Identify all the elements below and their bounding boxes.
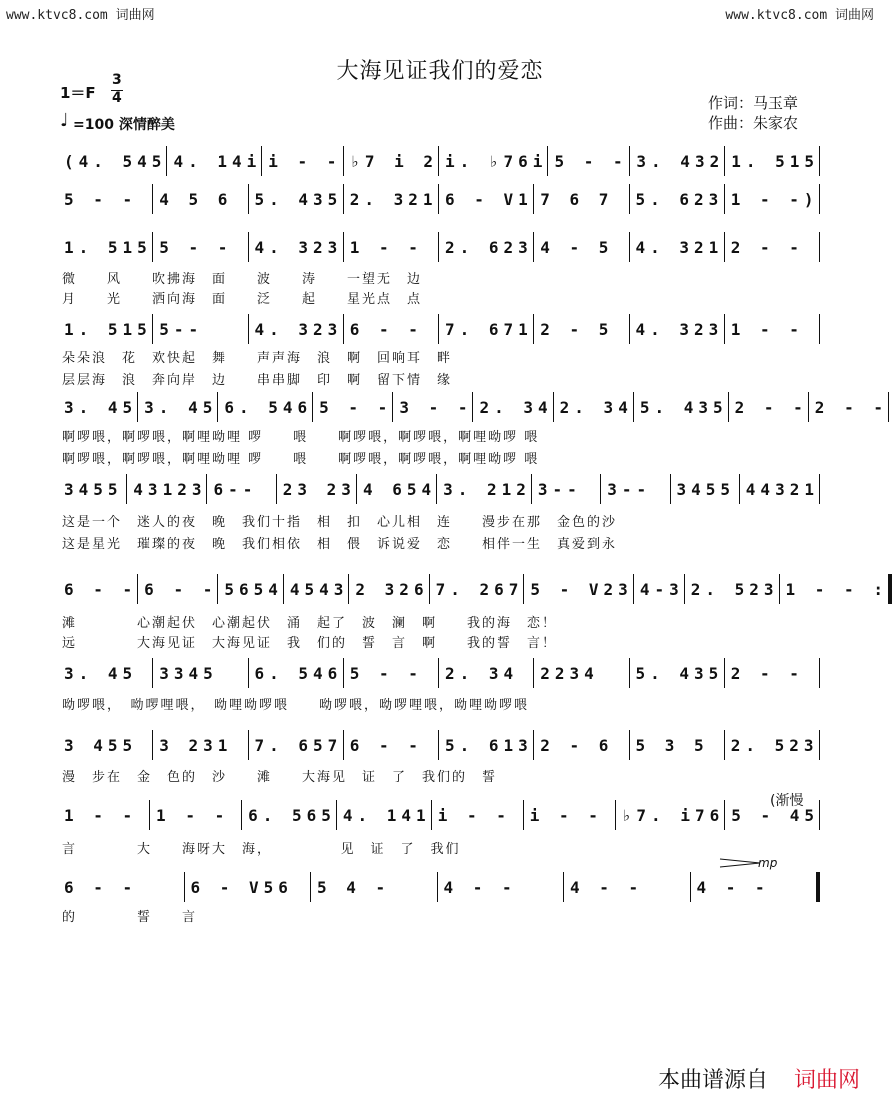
score-system [58, 184, 820, 214]
measure: 3. 45 [64, 663, 138, 683]
measure: 1 - - [730, 319, 804, 339]
measure: 5654 [224, 579, 283, 599]
measure: 1 - - : [785, 579, 888, 599]
lyric-line: 微 风 吹拂海 面 波 涛 一望无 边 [62, 272, 423, 287]
measure: 4 - 5 [540, 237, 614, 257]
lyric-line: 呦啰喂， 呦啰哩喂， 呦哩呦啰喂 呦啰喂，呦啰哩喂，呦哩呦啰喂 [62, 698, 530, 713]
measure: 2. 34 [479, 397, 553, 417]
measure: 4. 321 [635, 237, 724, 257]
measure: 43123 [133, 479, 207, 499]
measure: 3455 [64, 479, 123, 499]
bar-line [819, 146, 820, 176]
score-system [58, 474, 820, 504]
measure: 3. 45 [144, 397, 218, 417]
score-system [58, 800, 820, 830]
bar-line [816, 872, 820, 902]
lyric-line: 漫 步在 金 色的 沙 滩 大海见 证 了 我们的 誓 [62, 770, 498, 785]
score-system [58, 872, 820, 902]
decrescendo-hairpin [720, 858, 760, 868]
measure: 6. 546 [224, 397, 313, 417]
score-system [58, 314, 820, 344]
measure: 7. 657 [254, 735, 343, 755]
measure: 3 231 [159, 735, 233, 755]
bar-line [819, 184, 820, 214]
bar-line [819, 730, 820, 760]
measure: 6 - - [64, 579, 138, 599]
key-signature: 1＝F [60, 84, 96, 102]
lyric-line: 这是一个 迷人的夜 晚 我们十指 相 扣 心儿相 连 漫步在那 金色的沙 [62, 515, 618, 530]
measure: 4 - - [443, 877, 517, 897]
measure: 2. 523 [730, 735, 819, 755]
measure: 7. 671 [445, 319, 533, 339]
lyricist-credit: 作词：马玉章 [708, 94, 799, 112]
measure: 3-- [607, 479, 652, 499]
quarter-note-icon: ♩ [60, 110, 69, 131]
measure: 2 - - [730, 237, 804, 257]
measure: 6 - - [144, 579, 218, 599]
measure: 4 - - [696, 877, 770, 897]
watermark-right: www.ktvc8.com 词曲网 [725, 8, 874, 23]
bar-line [888, 392, 889, 422]
lyric-line: 啊啰喂，啊啰喂，啊哩呦哩 啰 喂 啊啰喂，啊啰喂，啊哩呦啰 喂 [62, 452, 540, 467]
measure: 4 - - [570, 877, 644, 897]
measure: 2 - - [730, 663, 804, 683]
measure: 5 4 - [317, 877, 391, 897]
measure: 2. 34 [559, 397, 633, 417]
song-title: 大海见证我们的爱恋 [336, 59, 544, 84]
time-signature-bottom: 4 [112, 90, 122, 106]
measure: i - - [437, 805, 511, 825]
measure: 3455 [676, 479, 736, 499]
measure: 3 - - [399, 397, 473, 417]
measure: 2 326 [355, 579, 429, 599]
measure: 5 - 45 [731, 805, 820, 825]
measure: 2 - - [814, 397, 888, 417]
lyric-line: 滩 心潮起伏 心潮起伏 涌 起了 波 澜 啊 我的海 恋！ [62, 616, 558, 631]
measure: 44321 [745, 479, 819, 499]
ritardando-mark: (渐慢 [770, 793, 804, 809]
measure: 5. 623 [635, 189, 724, 209]
measure: 6-- [213, 479, 258, 499]
bar-line [819, 232, 820, 262]
lyric-line: 远 大海见证 大海见证 我 们的 誓 言 啊 我的誓 言！ [62, 636, 558, 651]
measure: 2. 34 [445, 663, 519, 683]
measure: 3-- [537, 479, 582, 499]
score-system [58, 232, 820, 262]
measure: 2 - 6 [540, 735, 614, 755]
measure: 2 - 5 [540, 319, 614, 339]
measure: 5 - - [319, 397, 393, 417]
measure: 2 - - [734, 397, 808, 417]
measure: 5. 613 [445, 735, 533, 755]
time-signature-top: 3 [112, 72, 122, 88]
measure: 3. 212 [443, 479, 531, 499]
lyric-line: 言 大 海呀大 海， 见 证 了 我们 [62, 842, 461, 857]
measure: 5 - - [349, 663, 423, 683]
bar-line [819, 800, 820, 830]
measure: 1. 515 [64, 319, 152, 339]
measure: 4. 14i [173, 151, 262, 171]
bar-line [888, 574, 892, 604]
measure: 5 3 5 [635, 735, 709, 755]
measure: 4. 141 [342, 805, 431, 825]
measure: 6 - V1 [445, 189, 533, 209]
measure: i - - [529, 805, 603, 825]
score-system [58, 392, 888, 422]
measure: 4-3 [639, 579, 684, 599]
measure: 6 - - [349, 319, 423, 339]
score-system [58, 730, 820, 760]
measure: 6 - V56 [190, 877, 293, 897]
measure: 6 - - [349, 735, 423, 755]
measure: 5 - V23 [530, 579, 633, 599]
score-system [58, 146, 820, 176]
measure: 5 - - [64, 189, 138, 209]
lyric-line: 的 誓 言 [62, 910, 198, 925]
lyric-line: 月 光 洒向海 面 泛 起 星光点 点 [62, 292, 423, 307]
watermark-left: www.ktvc8.com 词曲网 [6, 8, 155, 23]
measure: 1. 515 [64, 237, 152, 257]
measure: 3345 [159, 663, 218, 683]
bar-line [819, 314, 820, 344]
lyric-line: 朵朵浪 花 欢快起 舞 声声海 浪 啊 回响耳 畔 [62, 351, 453, 366]
measure: (4. 545 [64, 151, 167, 171]
measure: 1 - -) [730, 189, 819, 209]
measure: 1 - - [349, 237, 423, 257]
lyric-line: 这是星光 璀璨的夜 晚 我们相依 相 偎 诉说爱 恋 相伴一生 真爱到永 [62, 537, 618, 552]
measure: 5. 435 [635, 663, 724, 683]
measure: i - - [268, 151, 342, 171]
measure: 3. 45 [64, 397, 138, 417]
lyric-line: 层层海 浪 奔向岸 边 串串脚 印 啊 留下情 缘 [62, 373, 453, 388]
measure: 1. 515 [731, 151, 819, 171]
bar-line [819, 474, 820, 504]
measure: i. ♭76i [445, 151, 548, 171]
measure: 5-- [159, 319, 204, 339]
measure: 2. 623 [445, 237, 533, 257]
measure: 3 455 [64, 735, 138, 755]
measure: 2. 523 [690, 579, 779, 599]
measure: 4. 323 [254, 237, 343, 257]
score-system [58, 658, 820, 688]
tempo-marking: =100 深情醉美 [73, 117, 175, 133]
measure: 5. 435 [254, 189, 343, 209]
measure: 4 5 6 [159, 189, 233, 209]
measure: 6 - - [64, 877, 138, 897]
measure: 7. 267 [435, 579, 524, 599]
measure: 7 6 7 [540, 189, 614, 209]
measure: 1 - - [64, 805, 138, 825]
measure: 5. 435 [639, 397, 728, 417]
measure: 2234 [540, 663, 599, 683]
dynamic-mark: mp [758, 856, 778, 870]
measure: 1 - - [156, 805, 230, 825]
footer-brand: 词曲网 [793, 1068, 860, 1093]
measure: ♭7. i76 [621, 805, 725, 825]
measure: 6. 546 [254, 663, 343, 683]
measure: 6. 565 [248, 805, 336, 825]
composer-credit: 作曲：朱家农 [708, 114, 799, 132]
measure: 5 - - [554, 151, 628, 171]
measure: 5 - - [159, 237, 233, 257]
score-system [58, 574, 888, 604]
lyric-line: 啊啰喂，啊啰喂，啊哩呦哩 啰 喂 啊啰喂，啊啰喂，啊哩呦啰 喂 [62, 430, 540, 445]
bar-line [819, 658, 820, 688]
footer-label: 本曲谱源自 [657, 1068, 768, 1093]
measure: 23 23 [282, 479, 356, 499]
measure: 4. 323 [254, 319, 343, 339]
measure: 4543 [289, 579, 349, 599]
measure: 3. 432 [636, 151, 725, 171]
measure: ♭7 i 2 [350, 151, 438, 171]
measure: 4 654 [362, 479, 437, 499]
measure: 2. 321 [349, 189, 438, 209]
measure: 4. 323 [635, 319, 724, 339]
